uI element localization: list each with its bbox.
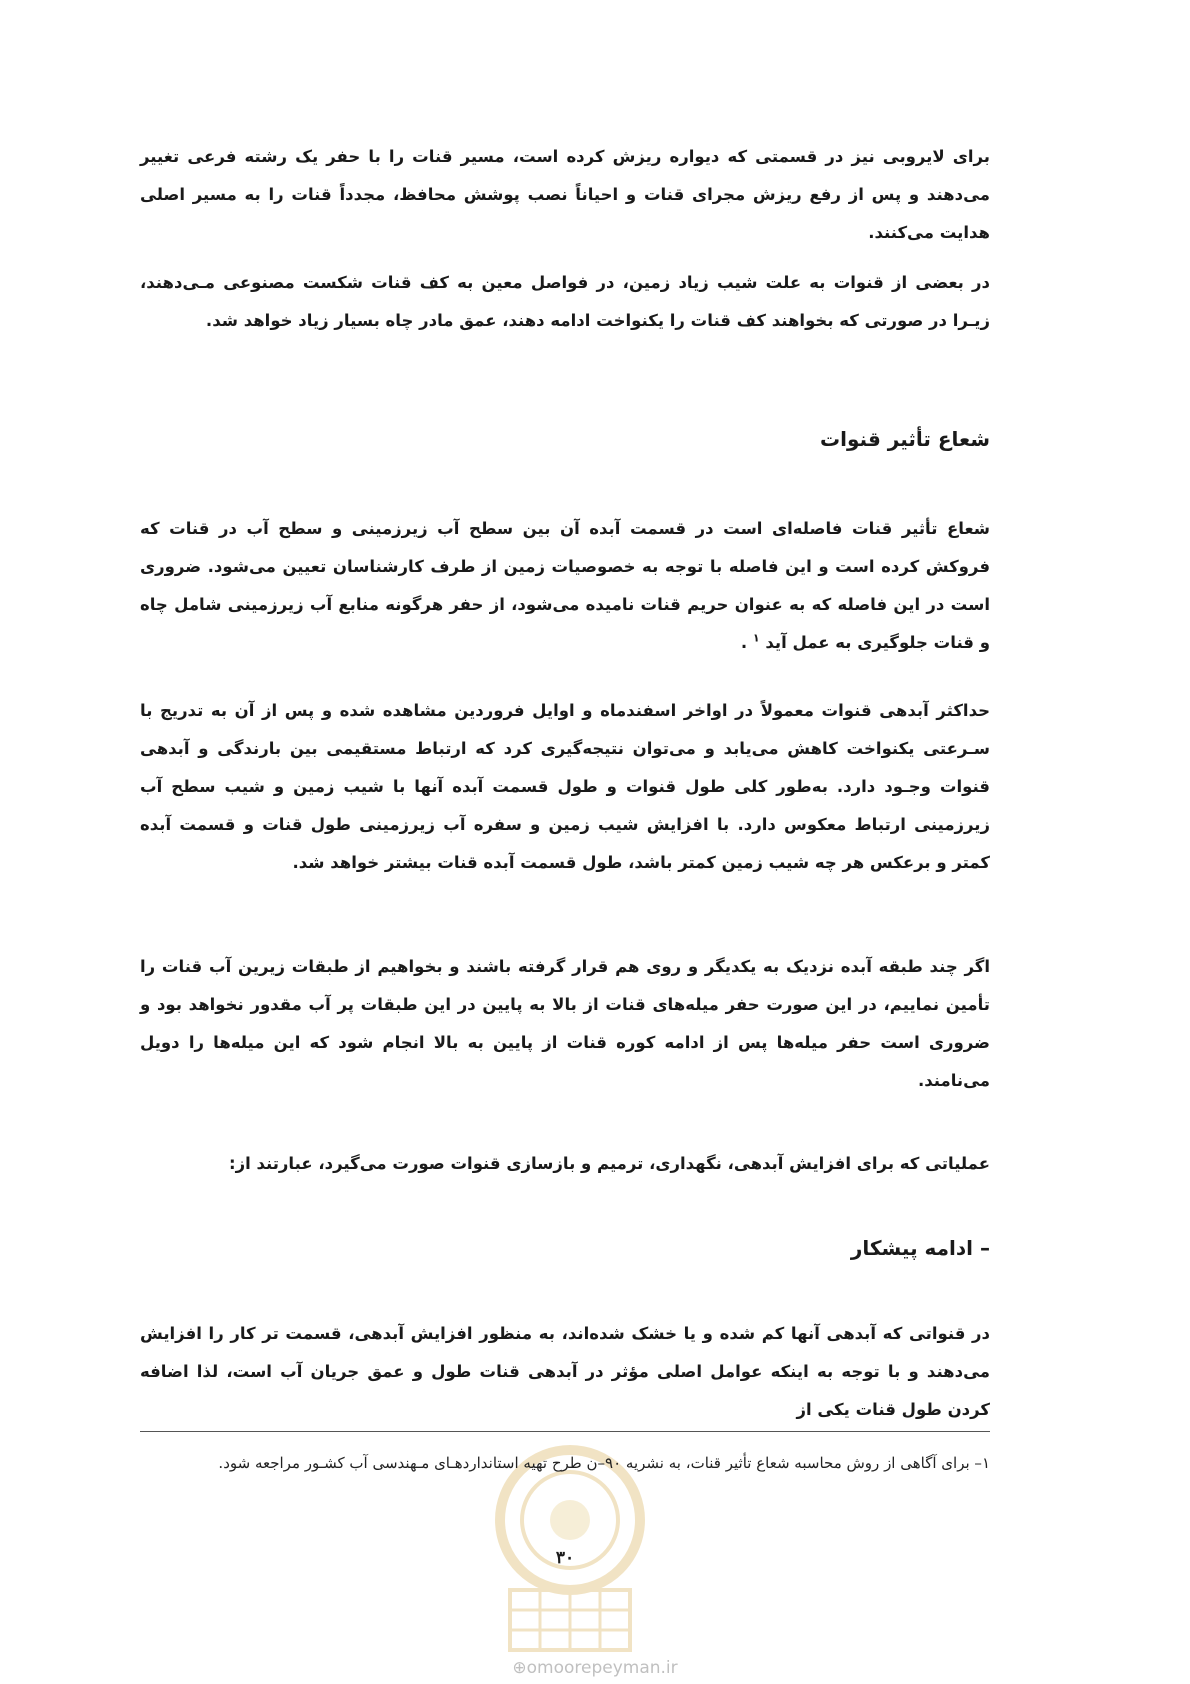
footnote-reference: ۱ [752, 631, 760, 645]
page-number: ۳۰ [555, 1548, 575, 1568]
watermark-site [480, 1658, 710, 1678]
paragraph-4: حداکثر آبدهی قنوات معمولاً در اواخر اسفندماه و اوایل فروردین مشاهده شده و پس از آن به تدریج با سـرعتی یکنواخت کاهش می‌یابد و می‌توان نتیجه‌گیری کرد که ارتباط مستقیمی بین بارندگی و آبدهی قنوات وجـود دارد. به‌طور کلی طول قنوات و طول قسمت آبده آنها با شیب زمین و شیب سطح آب زیرزمینی ارتباط معکوس دارد. با افزایش شیب زمین و سفره آب زیرزمینی طول قنات و قسمت آبده کمتر و برعکس هر چه شیب زمین کمتر باشد، طول قسمت آبده قنات بیشتر خواهد شد. [140, 701, 990, 872]
paragraph-6: عملیاتی که برای افزایش آبدهی، نگهداری، ترمیم و بازسازی قنوات صورت می‌گیرد، عبارتند از: [228, 1154, 990, 1173]
paragraph-5: اگر چند طبقه آبده نزدیک به یکدیگر و روی هم قرار گرفته باشند و بخواهیم از طبقات زیرین آب قنات را تأمین نماییم، در این صورت حفر میله‌های قنات از بالا به پایین در این طبقات پر آب مقدور نخواهد بود و ضروری است حفر میله‌ها پس از ادامه کوره قنات از پایین به بالا انجام شود که این میله‌ها را دویل می‌نامند. [140, 957, 990, 1090]
paragraph-3 [140, 510, 990, 662]
footnote: ۱– برای آگاهی از روش محاسبه شعاع تأثیر قنات، به نشریه ۹۰–ن طرح تهیه استانداردهـای مـهندسی آب کشـور مراجعه شود. [218, 1454, 990, 1472]
globe-icon: ⊕ [512, 1658, 527, 1678]
paragraph-1: برای لایروبی نیز در قسمتی که دیواره ریزش کرده است، مسیر قنات را با حفر یک رشته فرعی تغییر می‌دهند و پس از رفع ریزش مجرای قنات و احیاناً نصب پوشش محافظ، مجدداً قنات را به مسیر اصلی هدایت می‌کنند. [140, 147, 990, 242]
paragraph-3-text: شعاع تأثیر قنات فاصله‌ای است در قسمت آبده آن بین سطح آب زیرزمینی و سطح آب در قنات که فروکش کرده است و این فاصله با توجه به خصوصیات زمین از طرف کارشناسان تعیین می‌شود. ضروری است در این فاصله که به عنوان حریم قنات نامیده می‌شود، از حفر هرگونه منابع آب زیرزمینی شامل چاه و قنات جلوگیری به عمل آید [140, 519, 990, 652]
paragraph-2: در بعضی از قنوات به علت شیب زیاد زمین، در فواصل معین به کف قنات شکست مصنوعی مـی‌دهند، زیـرا در صورتی که بخواهند کف قنات را یکنواخت ادامه دهند، عمق مادر چاه بسیار زیاد خواهد شد. [140, 273, 990, 330]
paragraph-3-end: . [740, 633, 753, 652]
section-heading-radius: شعاع تأثیر قنوات [820, 427, 990, 451]
paragraph-7: در قنواتی که آبدهی آنها کم شده و یا خشک شده‌اند، به منظور افزایش آبدهی، قسمت تر کار را افزایش می‌دهند و با توجه به اینکه عوامل اصلی مؤثر در آبدهی قنات طول و عمق جریان آب است، لذا اضافه کردن طول قنات یکی از [140, 1324, 990, 1419]
section-heading-extension: – ادامه پیشکار [850, 1236, 990, 1260]
watermark-site-text: omoorepeyman.ir [526, 1658, 678, 1678]
